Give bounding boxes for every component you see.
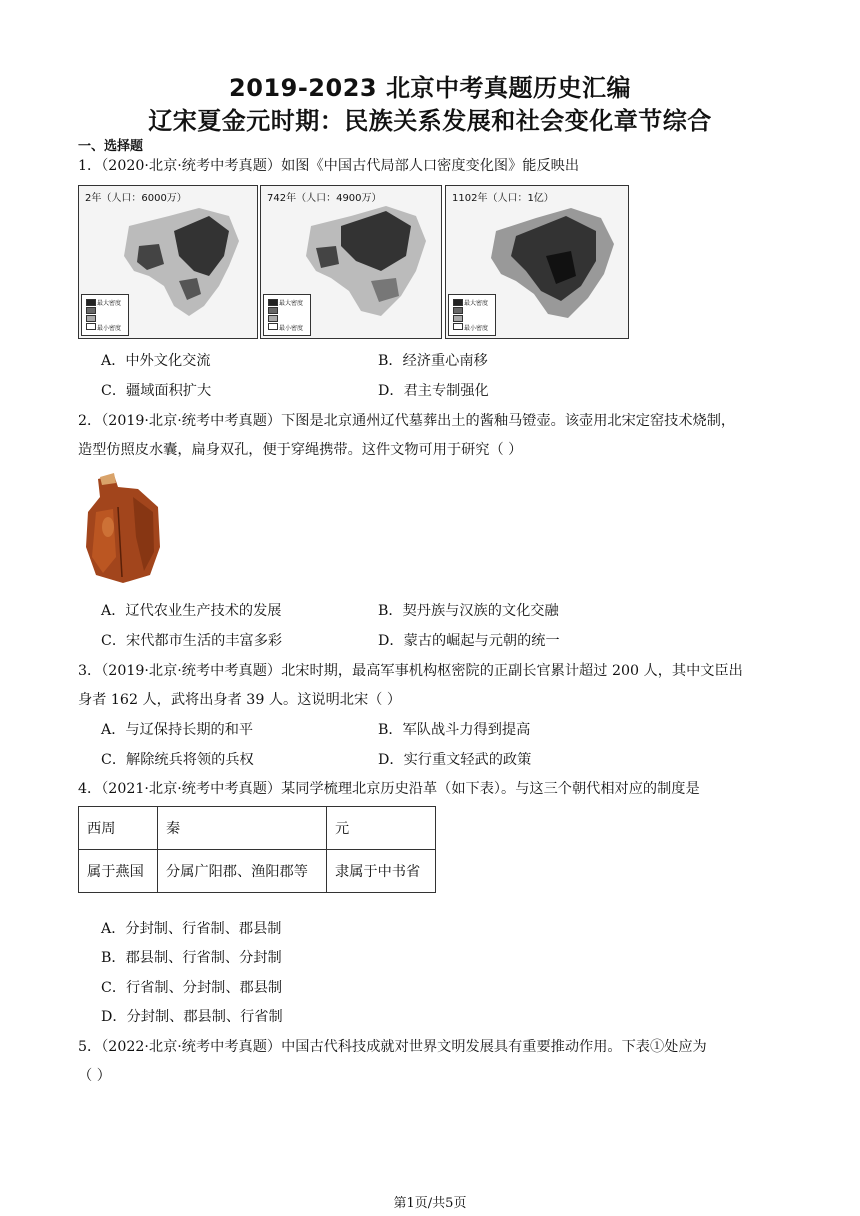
section-heading: 一、选择题: [78, 139, 144, 154]
population-map-1102: [445, 185, 629, 339]
q3-option-d[interactable]: D．实行重文轻武的政策: [378, 752, 532, 768]
map-legend: 最大密度 最小密度: [448, 294, 496, 336]
question-1-stem: 1．（2020·北京·统考中考真题）如图《中国古代局部人口密度变化图》能反映出: [78, 158, 580, 174]
question-5-stem-line1: 5．（2022·北京·统考中考真题）中国古代科技成就对世界文明发展具有重要推动作用。下表①处应为: [78, 1039, 707, 1055]
q4-option-d[interactable]: D．分封制、郡县制、行省制: [101, 1009, 283, 1025]
table-cell: 隶属于中书省: [327, 850, 436, 893]
map-caption-742: 742年（人口：4900万）: [267, 193, 382, 204]
q1-option-d[interactable]: D．君主专制强化: [378, 383, 489, 399]
map-caption-1102: 1102年（人口：1亿）: [452, 193, 554, 204]
q2-option-a[interactable]: A．辽代农业生产技术的发展: [101, 603, 282, 619]
page-title-line2: 辽宋夏金元时期：民族关系发展和社会变化章节综合: [148, 107, 712, 135]
table-row: [79, 807, 436, 850]
q3-option-b[interactable]: B．军队战斗力得到提高: [378, 722, 531, 738]
map-legend: 最大密度 最小密度: [263, 294, 311, 336]
q2-option-b[interactable]: B．契丹族与汉族的文化交融: [378, 603, 559, 619]
map-legend: 最大密度 最小密度: [81, 294, 129, 336]
q4-option-a[interactable]: A．分封制、行省制、郡县制: [101, 921, 282, 937]
question-5-stem-line2: （ ）: [78, 1068, 111, 1084]
map-caption-2: 2年（人口：6000万）: [85, 193, 187, 204]
page-footer: 第1页/共5页: [393, 1196, 467, 1211]
beijing-history-table: [78, 806, 436, 893]
q3-option-c[interactable]: C．解除统兵将领的兵权: [101, 752, 254, 768]
q1-option-a[interactable]: A．中外文化交流: [101, 353, 211, 369]
table-cell: 元: [327, 807, 436, 850]
q2-option-c[interactable]: C．宋代都市生活的丰富多彩: [101, 633, 283, 649]
table-cell: 秦: [158, 807, 327, 850]
liao-pottery-flask-image: [78, 467, 165, 589]
population-map-2: [78, 185, 258, 339]
question-2-stem-line1: 2．（2019·北京·统考中考真题）下图是北京通州辽代墓葬出土的酱釉马镫壶。该壶用北宋定窑技术烧制，: [78, 413, 736, 429]
table-cell: 西周: [79, 807, 158, 850]
q3-option-a[interactable]: A．与辽保持长期的和平: [101, 722, 254, 738]
question-3-stem-line1: 3．（2019·北京·统考中考真题）北宋时期，最高军事机构枢密院的正副长官累计超过 200 人，其中文臣出: [78, 663, 743, 679]
q1-option-c[interactable]: C．疆域面积扩大: [101, 383, 212, 399]
table-row: [79, 850, 436, 893]
table-cell: 属于燕国: [79, 850, 158, 893]
table-cell: 分属广阳郡、渔阳郡等: [158, 850, 327, 893]
question-2-stem-line2: 造型仿照皮水囊，扁身双孔，便于穿绳携带。这件文物可用于研究（ ）: [78, 442, 523, 458]
q2-option-d[interactable]: D．蒙古的崛起与元朝的统一: [378, 633, 560, 649]
question-3-stem-line2: 身者 162 人，武将出身者 39 人。这说明北宋（ ）: [78, 692, 402, 708]
question-4-stem: 4．（2021·北京·统考中考真题）某同学梳理北京历史沿革（如下表）。与这三个朝代相对应的制度是: [78, 781, 700, 797]
q4-option-b[interactable]: B．郡县制、行省制、分封制: [101, 950, 282, 966]
q4-option-c[interactable]: C．行省制、分封制、郡县制: [101, 980, 283, 996]
q1-option-b[interactable]: B．经济重心南移: [378, 353, 488, 369]
page-title-line1: 2019-2023 北京中考真题历史汇编: [229, 74, 631, 102]
population-map-742: [260, 185, 442, 339]
